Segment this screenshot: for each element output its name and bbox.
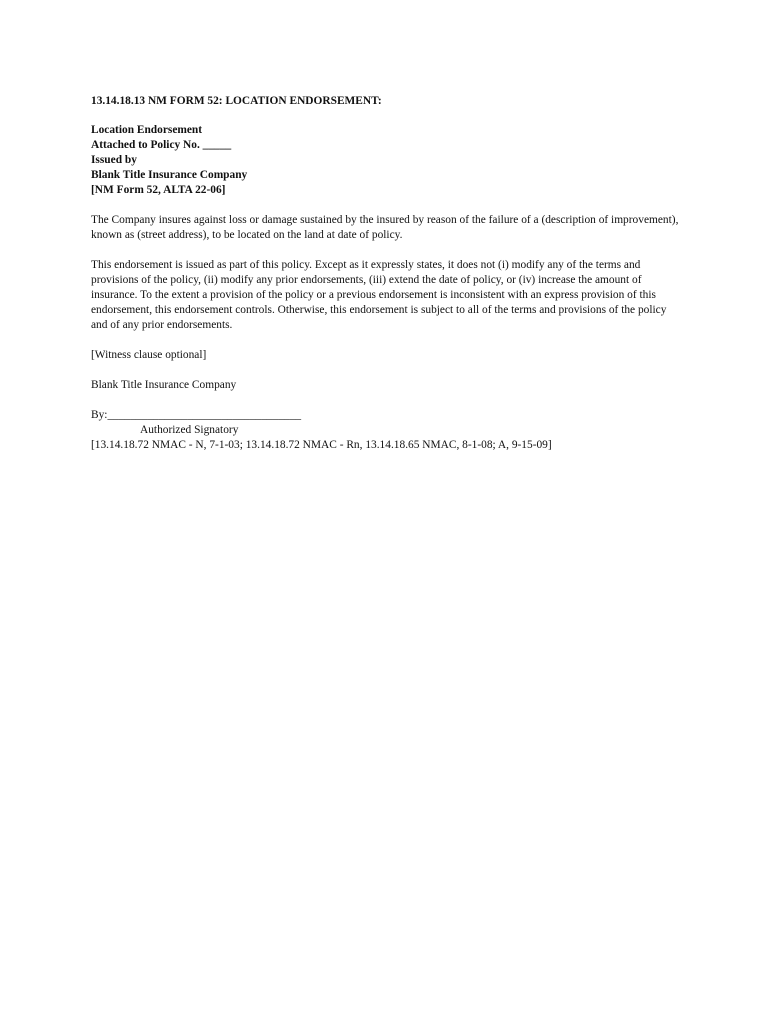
policy-number-line: Attached to Policy No. _____ (91, 139, 232, 151)
signature-line: By:__________________________________ (91, 409, 302, 421)
form-header-block (91, 123, 683, 198)
signature-block (91, 408, 683, 453)
form-reference-line: [NM Form 52, ALTA 22-06] (91, 184, 226, 196)
company-name: Blank Title Insurance Company (91, 379, 237, 391)
coverage-paragraph: The Company insures against loss or damage sustained by the insured by reason of the failure of a (description of improvement), known as (street address), to be located on the land at date of policy. (91, 214, 679, 241)
section-heading: 13.14.18.13 NM FORM 52: LOCATION ENDORSEMENT: (91, 95, 382, 107)
form-title: Location Endorsement (91, 124, 203, 136)
history-citation: [13.14.18.72 NMAC - N, 7-1-03; 13.14.18.72 NMAC - Rn, 13.14.18.65 NMAC, 8-1-08; A, 9-15-09] (91, 439, 552, 451)
issued-by-line: Issued by (91, 154, 137, 166)
issuer-company-line: Blank Title Insurance Company (91, 169, 248, 181)
terms-paragraph: This endorsement is issued as part of this policy. Except as it expressly states, it does not (i) modify any of the terms and provisions of the policy, (ii) modify any prior endorsements, (iii) extend the date of policy, or (iv) increase the amount of insurance. To the extent a provision of the policy or a previous endorsement is inconsistent with an express provision of this endorsement, this endorsement controls. Otherwise, this endorsement is subject to all of the terms and provisions of the policy and of any prior endorsements. (91, 259, 667, 331)
authorized-signatory-label: Authorized Signatory (140, 424, 239, 436)
witness-clause: [Witness clause optional] (91, 349, 207, 361)
document-body (91, 94, 683, 453)
